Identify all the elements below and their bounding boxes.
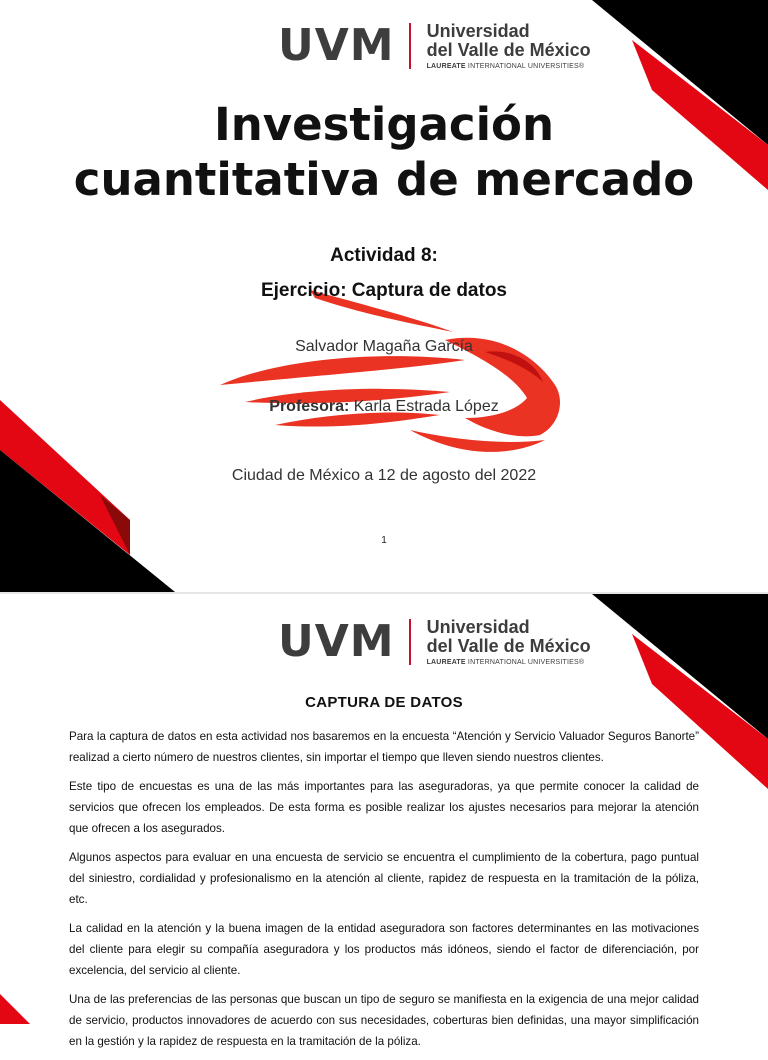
logo-tagline: LAUREATE INTERNATIONAL UNIVERSITIES® [426, 62, 585, 70]
page-number: 1 [381, 535, 387, 546]
place-date: Ciudad de México a 12 de agosto del 2022 [231, 467, 537, 484]
logo-line1: Universidad [426, 21, 530, 41]
uvm-logo-2 [278, 618, 591, 666]
logo-divider [409, 23, 411, 69]
lion-watermark [215, 290, 570, 465]
document-title [0, 98, 768, 208]
corner-decoration-bottom-left-2 [0, 994, 40, 1024]
teacher-label: Profesora: [269, 398, 350, 415]
paragraph: Algunos aspectos para evaluar en una encuesta de servicio se encuentra el cumplimiento de la cobertura, pago puntual del siniestro, cordialidad y profesionalismo en la atención al cliente, rapidez de respuesta en la tramitación de la póliza, etc. [69, 851, 699, 906]
uvm-logo [278, 22, 591, 70]
logo-line2: del Valle de México [426, 39, 591, 60]
paragraph: Una de las preferencias de las personas que buscan un tipo de seguro se manifiesta en la exigencia de una mejor calidad de servicio, productos innovadores de acuerdo con sus necesidades, coberturas bien definidas, una mayor simplificación en la gestión y la rapidez de respuesta en la tramitación de la póliza. [69, 993, 699, 1048]
logo-line1: Universidad [426, 617, 530, 637]
exercise-label: Ejercicio: Captura de datos [260, 280, 507, 301]
content-page [0, 594, 768, 1048]
logo-tagline: LAUREATE INTERNATIONAL UNIVERSITIES® [426, 658, 585, 666]
teacher-line [0, 398, 768, 416]
logo-line2: del Valle de México [426, 635, 591, 656]
title-line-1: Investigación [214, 98, 554, 151]
paragraph: Para la captura de datos en esta actividad nos basaremos en la encuesta “Atención y Servicio Valuador Seguros Banorte” realizad a cierto número de nuestros clientes, sin importar el tiempo que lleven siendo nuestros clientes. [69, 730, 699, 764]
activity-label: Actividad 8: [330, 245, 438, 266]
paragraph: Este tipo de encuestas es una de las más importantes para las aseguradoras, ya que permite conocer la calidad de servicios que ofrecen los empleados. De esta forma es posible realizar los ajustes necesarios para mejorar la atención que ofrecen a los asegurados. [69, 780, 699, 835]
section-heading: CAPTURA DE DATOS [305, 694, 463, 711]
teacher-name: Karla Estrada López [349, 398, 499, 415]
body-text [69, 726, 699, 1060]
logo-divider [409, 619, 411, 665]
uvm-logo-mark: UVM [278, 20, 395, 72]
corner-decoration-bottom-left [0, 400, 175, 592]
student-name: Salvador Magaña García [295, 338, 473, 355]
paragraph: La calidad en la atención y la buena imagen de la entidad aseguradora son factores determinantes en las motivaciones del cliente para elegir su compañía aseguradora y los productos más idóneos, siendo el factor de diferenciación, por excelencia, del servicio al cliente. [69, 922, 699, 977]
uvm-logo-mark: UVM [278, 616, 395, 668]
title-line-2: cuantitativa de mercado [73, 152, 695, 206]
